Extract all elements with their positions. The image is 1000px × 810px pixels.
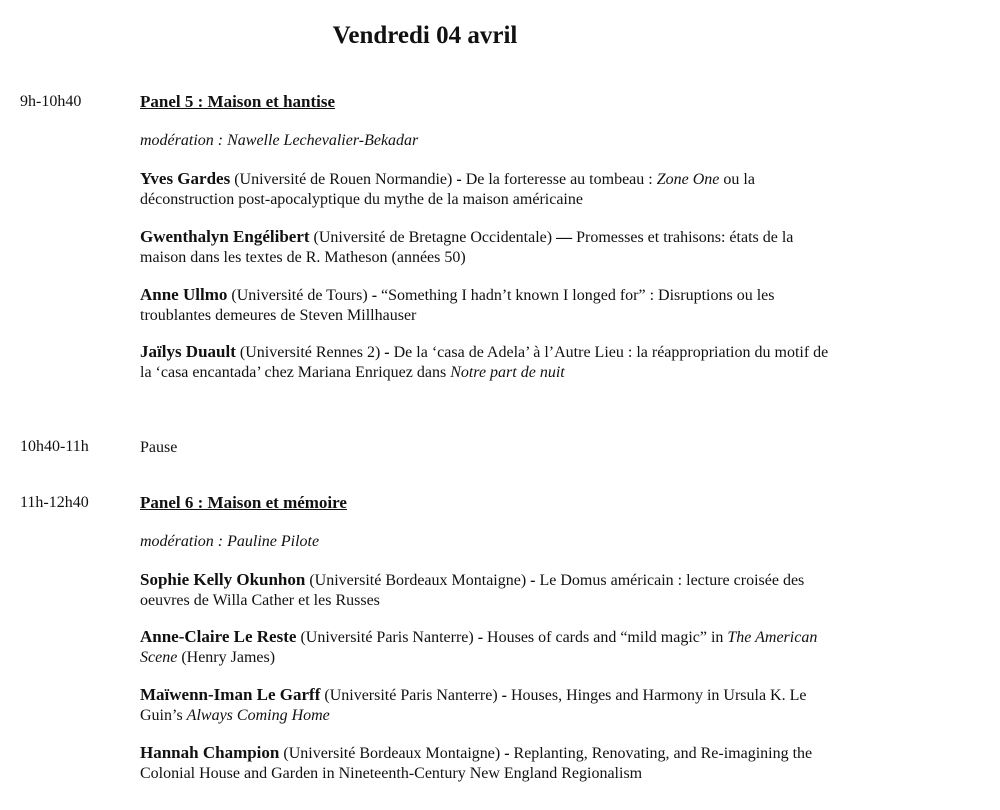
pause-label: Pause xyxy=(140,439,178,456)
separator: - xyxy=(477,629,484,646)
talk-entry xyxy=(140,570,830,611)
speaker-name: Anne Ullmo xyxy=(140,285,228,304)
affiliation: (Université de Rouen Normandie) xyxy=(234,171,453,188)
separator: - xyxy=(501,687,507,704)
talk-title: Le Domus américain : lecture croisée des oeuvres de Willa Cather et les Russes xyxy=(140,572,805,609)
talk-entry xyxy=(140,743,830,784)
speaker-name: Gwenthalyn Engélibert xyxy=(140,227,310,246)
talk-title: “Something I hadn’t known I longed for” : Disruptions ou les troublantes demeures de Steven Millhauser xyxy=(140,287,775,324)
affiliation: (Université Paris Nanterre) xyxy=(300,629,474,646)
separator: - xyxy=(371,287,378,304)
talk-title: Promesses et trahisons: états de la maison dans les textes de R. Matheson (années 50) xyxy=(140,229,794,266)
talk-title-italic: Notre part de nuit xyxy=(450,364,565,381)
panel-title: Panel 6 : Maison et mémoire xyxy=(140,493,347,512)
talk-entry xyxy=(140,685,830,726)
affiliation: (Université de Tours) xyxy=(231,287,368,304)
talk-title: De la forteresse au tombeau : xyxy=(465,171,657,188)
session-time: 9h-10h40 xyxy=(20,93,82,110)
separator: - xyxy=(530,572,536,589)
talk-title-end: ou la déconstruction post-apocalyptique du mythe de la maison américaine xyxy=(140,171,755,208)
talk-title: Replanting, Renovating, and Re-imagining the Colonial House and Garden in Nineteenth-Century New England Regionalism xyxy=(140,745,813,782)
speaker-name: Sophie Kelly Okunhon xyxy=(140,570,306,589)
talk-entry xyxy=(140,227,830,268)
talk-title-end: (Henry James) xyxy=(177,649,276,666)
speaker-name: Anne-Claire Le Reste xyxy=(140,627,297,646)
talk-entry xyxy=(140,342,830,383)
talk-title-italic: Zone One xyxy=(656,171,720,188)
moderation: modération : Nawelle Lechevalier-Bekadar xyxy=(140,132,419,149)
separator: - xyxy=(384,344,390,361)
separator: - xyxy=(504,745,510,762)
separator: - xyxy=(456,171,462,188)
talk-title: Houses of cards and “mild magic” in xyxy=(487,629,728,646)
affiliation: (Université Paris Nanterre) xyxy=(324,687,498,704)
talk-title-italic: The American Scene xyxy=(140,629,818,666)
separator: — xyxy=(556,229,573,246)
speaker-name: Hannah Champion xyxy=(140,743,280,762)
talk-entry xyxy=(140,627,830,668)
speaker-name: Jaïlys Duault xyxy=(140,342,236,361)
page-title: Vendredi 04 avril xyxy=(332,22,518,49)
panel-title: Panel 5 : Maison et hantise xyxy=(140,92,336,111)
talk-entry xyxy=(140,169,830,210)
talk-entry xyxy=(140,285,830,326)
affiliation: (Université de Bretagne Occidentale) xyxy=(313,229,553,246)
affiliation: (Université Bordeaux Montaigne) xyxy=(309,572,527,589)
talk-title: Houses, Hinges and Harmony in Ursula K. Le Guin’s xyxy=(140,687,807,724)
speaker-name: Yves Gardes xyxy=(140,169,231,188)
talk-title: De la ‘casa de Adela’ à l’Autre Lieu : la réappropriation du motif de la ‘casa encantada’ chez Mariana Enriquez dans xyxy=(140,344,829,381)
moderation: modération : Pauline Pilote xyxy=(140,533,320,550)
affiliation: (Université Bordeaux Montaigne) xyxy=(283,745,501,762)
talk-title-italic: Always Coming Home xyxy=(186,707,330,724)
session-time: 10h40-11h xyxy=(20,438,89,455)
speaker-name: Maïwenn-Iman Le Garff xyxy=(140,685,321,704)
affiliation: (Université Rennes 2) xyxy=(239,344,381,361)
session-time: 11h-12h40 xyxy=(20,494,89,511)
